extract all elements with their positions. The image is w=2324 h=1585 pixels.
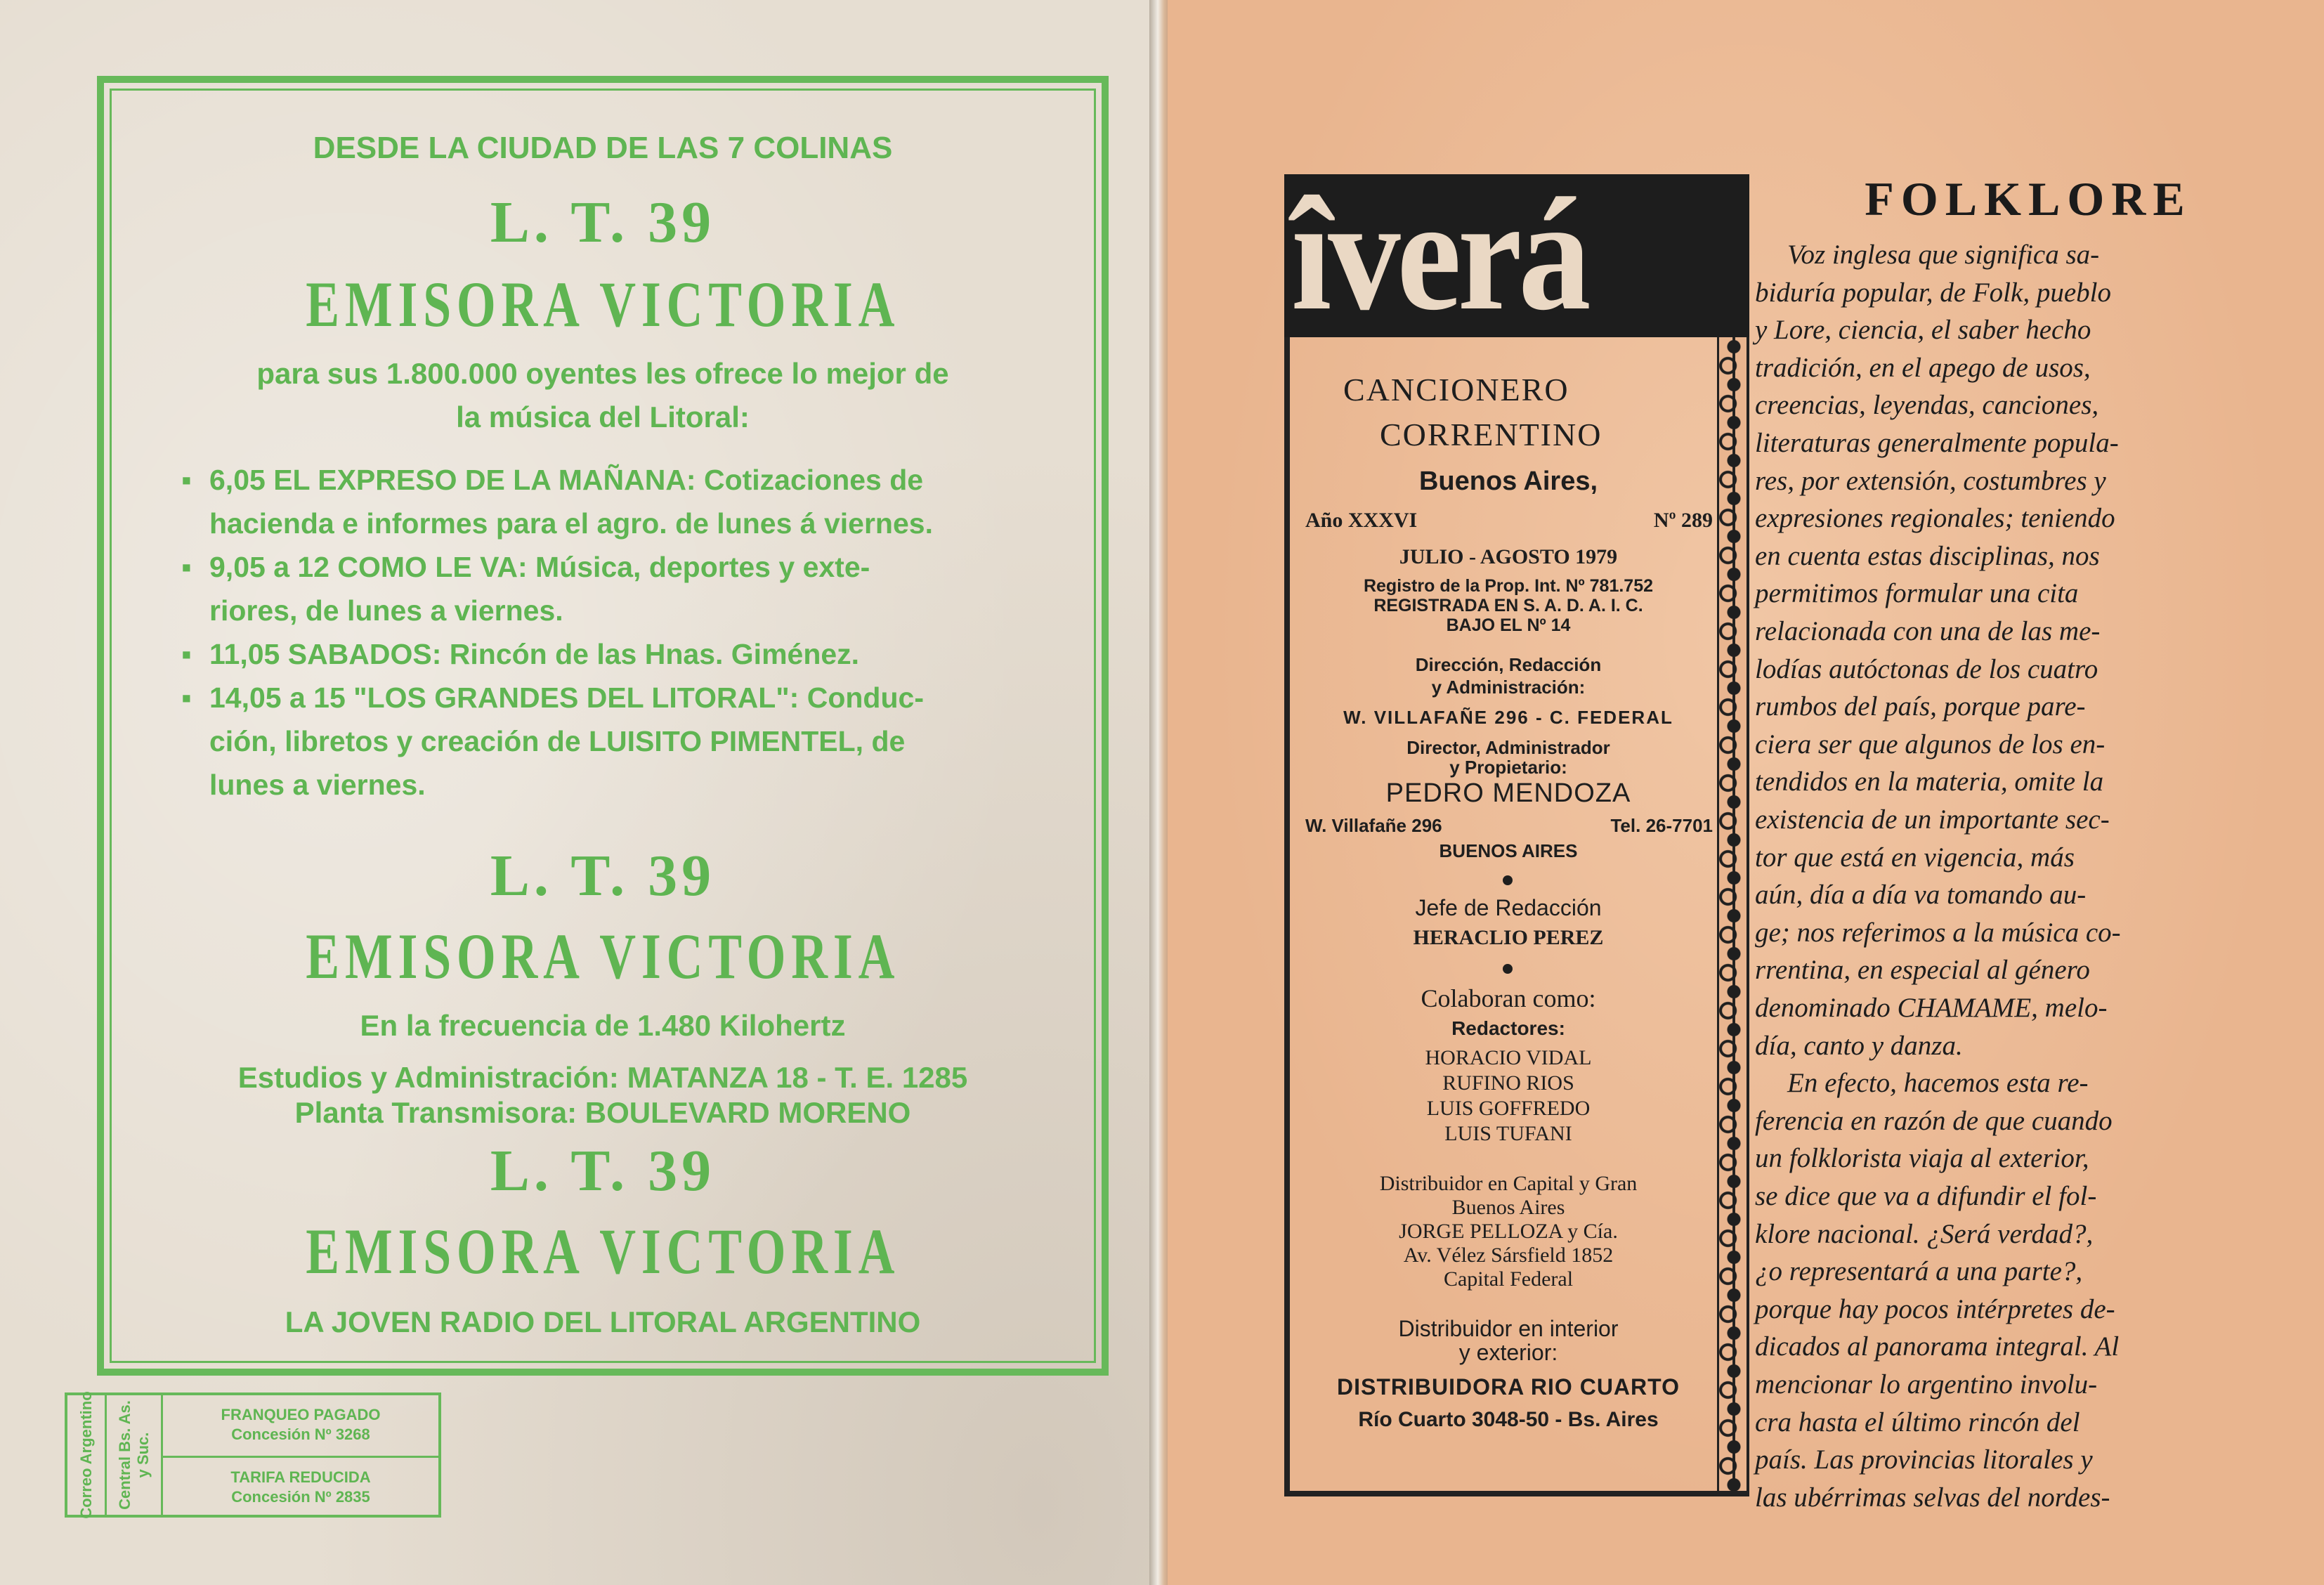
schedule-item-line: 6,05 EL EXPRESO DE LA MAÑANA: Cotizaciones de xyxy=(209,464,924,496)
masthead-director-name: PEDRO MENDOZA xyxy=(1385,778,1631,808)
separator-dot xyxy=(1503,964,1513,974)
separator-dot xyxy=(1503,875,1513,885)
masthead-chief-label: Jefe de Redacción xyxy=(1415,895,1602,920)
magazine-logo: îverá xyxy=(1291,174,1588,337)
bullet-marker: ▪ xyxy=(181,638,192,670)
stamp-column-1 xyxy=(67,1391,107,1519)
masthead-date: JULIO - AGOSTO 1979 xyxy=(1399,545,1618,568)
schedule-item-line: riores, de lunes a viernes. xyxy=(209,594,563,627)
editor-name: LUIS GOFFREDO xyxy=(1426,1097,1591,1120)
frequency-line: En la frecuencia de 1.480 Kilohertz xyxy=(360,1009,846,1042)
station-name-2: EMISORA VICTORIA xyxy=(306,920,900,992)
article-line: dicados al panorama integral. Al xyxy=(1755,1331,2120,1362)
masthead-registry xyxy=(1301,576,1716,635)
article-line: En efecto, hacemos esta re- xyxy=(1787,1068,2089,1099)
article-line: mencionar lo argentino involu- xyxy=(1755,1369,2098,1400)
stamp-franqueo-box xyxy=(163,1395,438,1458)
article-line: tor que está en vigencia, más xyxy=(1755,842,2075,873)
masthead-editors-label: Redactores: xyxy=(1451,1017,1565,1039)
masthead-logo-band xyxy=(1284,174,1749,337)
masthead-distributor-name: DISTRIBUIDORA RIO CUARTO xyxy=(1337,1374,1680,1400)
masthead-distributor-interior xyxy=(1301,1317,1716,1364)
article-line: rrentina, en especial al género xyxy=(1755,955,2090,986)
director-phone: Tel. 26-7701 xyxy=(1610,815,1713,836)
schedule-item-line: 9,05 a 12 COMO LE VA: Música, deportes y exte- xyxy=(209,551,870,583)
masthead-address: W. VILLAFAÑE 296 - C. FEDERAL xyxy=(1343,707,1673,728)
schedule-item xyxy=(181,632,1081,676)
article-line: en cuenta estas disciplinas, nos xyxy=(1755,540,2100,571)
schedule-item-line: hacienda e informes para el agro. de lunes á viernes. xyxy=(209,507,933,540)
registry-line: Registro de la Prop. Int. Nº 781.752 xyxy=(1363,576,1654,596)
masthead-director-city: BUENOS AIRES xyxy=(1439,840,1578,861)
stamp-tarifa-line1: TARIFA REDUCIDA xyxy=(230,1468,371,1486)
ad-intro-line2: la música del Litoral: xyxy=(456,400,750,433)
station-call: L. T. 39 xyxy=(490,190,716,255)
article-line: se dice que va a difundir el fol- xyxy=(1755,1181,2097,1211)
masthead-distributor-capital xyxy=(1301,1172,1716,1291)
article-line: literaturas generalmente popula- xyxy=(1755,428,2119,458)
article-line: país. Las provincias litorales y xyxy=(1755,1444,2093,1475)
distributor-line: Distribuidor en Capital y Gran xyxy=(1379,1172,1638,1195)
article-line: res, por extensión, costumbres y xyxy=(1755,465,2106,496)
article-line: expresiones regionales; teniendo xyxy=(1755,503,2115,534)
station-call-2: L. T. 39 xyxy=(490,843,716,908)
article-line: permitimos formular una cita xyxy=(1755,578,2079,609)
article-line: tradición, en el apego de usos, xyxy=(1755,352,2091,383)
stamp-central-line2: y Suc. xyxy=(133,1432,152,1478)
article-line: cra hasta el último rincón del xyxy=(1755,1407,2080,1437)
article-line: existencia de un importante sec- xyxy=(1755,804,2110,835)
station-name-3: EMISORA VICTORIA xyxy=(306,1215,900,1287)
masthead-title-line1: CANCIONERO xyxy=(1343,372,1569,407)
director-label-line: y Propietario: xyxy=(1449,757,1567,778)
stamp-correo-text: Correo Argentino xyxy=(77,1391,95,1519)
schedule-item-line: lunes a viernes. xyxy=(209,769,426,801)
article-line: aún, día a día va tomando au- xyxy=(1755,880,2087,911)
article-line: lodías autóctonas de los cuatro xyxy=(1755,653,2098,684)
postal-stamp xyxy=(65,1392,441,1518)
masthead-city: Buenos Aires, xyxy=(1418,467,1598,496)
schedule-item xyxy=(181,676,1081,807)
editor-name: HORACIO VIDAL xyxy=(1425,1046,1592,1069)
direction-line: y Administración: xyxy=(1431,677,1586,698)
bullet-marker: ▪ xyxy=(181,464,192,496)
bullet-marker: ▪ xyxy=(181,681,192,714)
masthead-collab-label: Colaboran como: xyxy=(1421,984,1596,1012)
article-line: y Lore, ciencia, el saber hecho xyxy=(1755,315,2091,346)
article-line: tendidos en la materia, omite la xyxy=(1755,767,2104,797)
bullet-marker: ▪ xyxy=(181,551,192,583)
distributor-line: Buenos Aires xyxy=(1451,1196,1565,1219)
article-line: klore nacional. ¿Será verdad?, xyxy=(1755,1218,2094,1249)
article-line: ge; nos referimos a la música co- xyxy=(1755,917,2121,948)
article-line: relacionada con una de las me- xyxy=(1755,616,2101,646)
article-line: rumbos del país, porque pare- xyxy=(1755,691,2086,722)
station-call-3: L. T. 39 xyxy=(490,1138,716,1204)
ad-header: DESDE LA CIUDAD DE LAS 7 COLINAS xyxy=(313,131,893,165)
distributor-line: Distribuidor en interior xyxy=(1398,1316,1619,1341)
schedule-list xyxy=(181,458,1081,807)
article-line: Voz inglesa que significa sa- xyxy=(1787,240,2100,270)
schedule-item xyxy=(181,458,1081,545)
direction-line: Dirección, Redacción xyxy=(1415,654,1602,675)
article-title: FOLKLORE xyxy=(1865,172,2192,226)
article-line: día, canto y danza. xyxy=(1755,1030,1963,1061)
registry-line: BAJO EL Nº 14 xyxy=(1446,615,1571,635)
stamp-central-text xyxy=(116,1400,152,1510)
stamp-franqueo-line2: Concesión Nº 3268 xyxy=(231,1426,370,1443)
masthead-director-contact xyxy=(1305,815,1713,837)
article-line: ciera ser que algunos de los en- xyxy=(1755,729,2106,759)
stamp-central-line1: Central Bs. As. xyxy=(115,1400,133,1510)
masthead-year-row xyxy=(1305,509,1713,533)
stamp-tarifa-line2: Concesión Nº 2835 xyxy=(231,1488,370,1506)
masthead-issue: Nº 289 xyxy=(1653,509,1713,532)
stamp-tarifa-box xyxy=(163,1458,438,1520)
decorative-vine-border xyxy=(1717,337,1747,1491)
distributor-line: y exterior: xyxy=(1458,1340,1558,1365)
stamp-franqueo-line1: FRANQUEO PAGADO xyxy=(221,1406,381,1423)
article-line: ¿o representará a una parte?, xyxy=(1755,1256,2083,1287)
masthead-title-line2: CORRENTINO xyxy=(1380,417,1602,452)
director-label-line: Director, Administrador xyxy=(1406,737,1610,758)
schedule-item-line: ción, libretos y creación de LUISITO PIMENTEL, de xyxy=(209,725,906,757)
article-line: porque hay pocos intérpretes de- xyxy=(1755,1293,2115,1324)
masthead-year: Año XXXVI xyxy=(1305,509,1418,532)
station-name: EMISORA VICTORIA xyxy=(306,268,900,340)
editor-name: LUIS TUFANI xyxy=(1444,1122,1572,1145)
article-line: un folklorista viaja al exterior, xyxy=(1755,1143,2089,1174)
masthead-chief-name: HERACLIO PEREZ xyxy=(1413,926,1604,949)
masthead-editors-list xyxy=(1301,1045,1716,1147)
article-line: biduría popular, de Folk, pueblo xyxy=(1755,277,2111,308)
article-line: denominado CHAMAME, melo- xyxy=(1755,993,2108,1023)
article-line: las ubérrimas selvas del nordes- xyxy=(1755,1482,2110,1513)
distributor-line: Av. Vélez Sársfield 1852 xyxy=(1403,1244,1614,1267)
studios-line: Estudios y Administración: MATANZA 18 - T. E. 1285 xyxy=(237,1061,968,1094)
ad-intro-line1: para sus 1.800.000 oyentes les ofrece lo mejor de xyxy=(256,357,949,390)
article-line: creencias, leyendas, canciones, xyxy=(1755,390,2099,421)
distributor-line: Capital Federal xyxy=(1443,1267,1574,1291)
editor-name: RUFINO RIOS xyxy=(1442,1071,1574,1095)
plant-line: Planta Transmisora: BOULEVARD MORENO xyxy=(294,1096,911,1129)
director-address: W. Villafañe 296 xyxy=(1305,815,1442,836)
article-line: ferencia en razón de que cuando xyxy=(1755,1105,2113,1136)
schedule-item-line: 14,05 a 15 "LOS GRANDES DEL LITORAL": Conduc- xyxy=(209,681,924,714)
left-page xyxy=(0,0,1152,1585)
advertisement-frame xyxy=(97,76,1109,1376)
schedule-item xyxy=(181,545,1081,632)
registry-line: REGISTRADA EN S. A. D. A. I. C. xyxy=(1373,596,1643,615)
stamp-column-2 xyxy=(107,1395,163,1515)
right-page xyxy=(1168,0,2324,1585)
distributor-line: JORGE PELLOZA y Cía. xyxy=(1399,1220,1618,1243)
masthead-distributor-address: Río Cuarto 3048-50 - Bs. Aires xyxy=(1358,1408,1659,1431)
slogan: LA JOVEN RADIO DEL LITORAL ARGENTINO xyxy=(285,1305,921,1338)
masthead-director-label xyxy=(1301,738,1716,777)
schedule-item-line: 11,05 SABADOS: Rincón de las Hnas. Giménez. xyxy=(209,638,860,670)
masthead-direction xyxy=(1301,653,1716,698)
